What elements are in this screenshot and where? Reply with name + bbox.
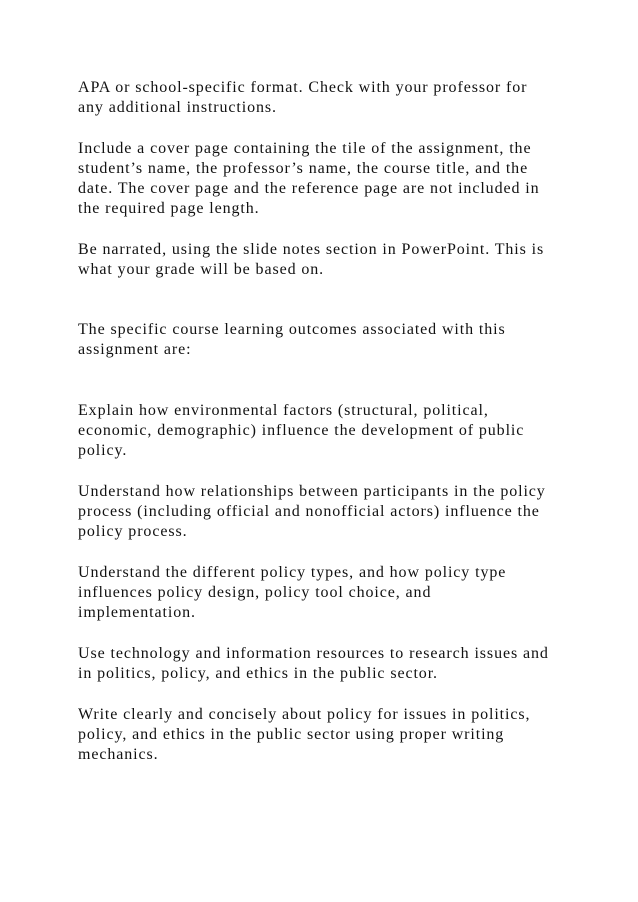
text-line: influences policy design, policy tool choice, and <box>78 584 432 601</box>
text-line: implementation. <box>78 604 196 621</box>
text-line: assignment are: <box>78 341 192 358</box>
text-line: what your grade will be based on. <box>78 261 325 278</box>
text-line: Understand the different policy types, and how policy type <box>78 564 507 581</box>
text-line: Be narrated, using the slide notes section in PowerPoint. This is <box>78 241 545 258</box>
text-line: policy process. <box>78 523 188 540</box>
text-line: in politics, policy, and ethics in the public sector. <box>78 665 438 682</box>
text-line: Write clearly and concisely about policy for issues in politics, <box>78 706 531 723</box>
text-line: date. The cover page and the reference page are not included in <box>78 180 540 197</box>
text-line: The specific course learning outcomes associated with this <box>78 321 506 338</box>
text-line: student’s name, the professor’s name, the course title, and the <box>78 160 529 177</box>
text-line: Understand how relationships between participants in the policy <box>78 483 546 500</box>
text-line: Include a cover page containing the tile of the assignment, the <box>78 140 532 157</box>
text-line: any additional instructions. <box>78 99 277 116</box>
text-line: APA or school-specific format. Check with your professor for <box>78 79 528 96</box>
text-line: mechanics. <box>78 746 159 763</box>
text-line: Explain how environmental factors (structural, political, <box>78 402 489 419</box>
text-line: the required page length. <box>78 200 260 217</box>
text-line: policy. <box>78 442 128 459</box>
text-line: process (including official and nonofficial actors) influence the <box>78 503 540 520</box>
text-line: policy, and ethics in the public sector using proper writing <box>78 726 505 743</box>
text-line: Use technology and information resources to research issues and <box>78 645 549 662</box>
text-line: economic, demographic) influence the development of public <box>78 422 525 439</box>
